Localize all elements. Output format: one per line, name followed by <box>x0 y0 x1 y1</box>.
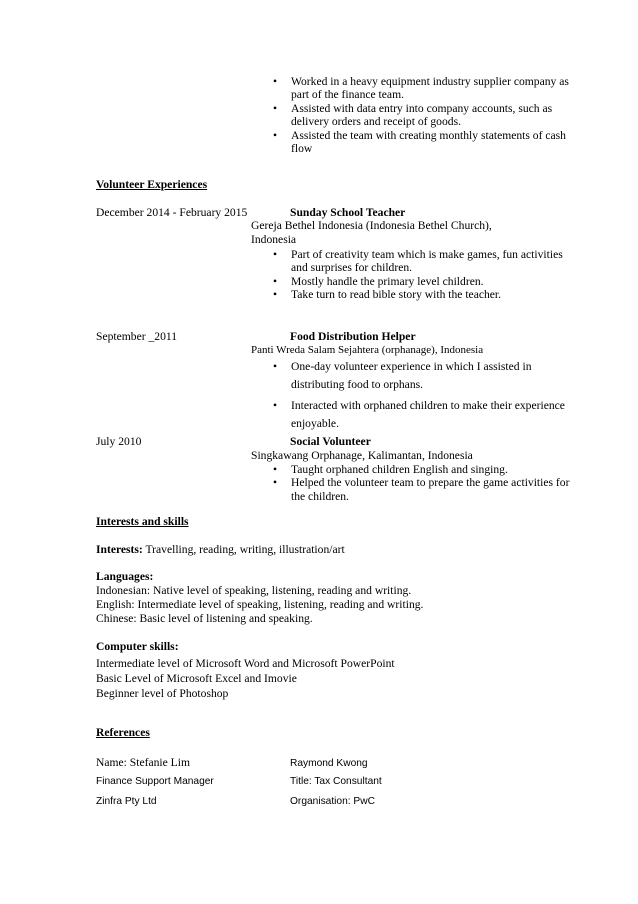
references-heading: References <box>96 726 150 739</box>
list-item: • Part of creativity team which is make games, fun activities and surprises for children. <box>270 248 570 275</box>
list-item: • Assisted the team with creating monthly statements of cash flow <box>270 129 570 156</box>
interests-value: Travelling, reading, writing, illustration/art <box>142 543 345 556</box>
entry-role: Social Volunteer <box>290 435 371 448</box>
entry-role: Food Distribution Helper <box>290 330 416 343</box>
list-item: • One-day volunteer experience in which I assisted in distributing food to orphans. <box>270 358 570 394</box>
list-item: • Taught orphaned children English and singing. <box>270 463 570 476</box>
computer-skills-label: Computer skills: <box>96 640 179 653</box>
list-item: • Assisted with data entry into company accounts, such as delivery orders and receipt of goods. <box>270 102 570 129</box>
computer-skill: Basic Level of Microsoft Excel and Imovie <box>96 672 297 685</box>
entry-organisation: Panti Wreda Salam Sejahtera (orphanage), Indonesia <box>251 344 484 356</box>
languages-label: Languages: <box>96 570 154 583</box>
interests-line <box>96 543 345 556</box>
entry-bullets <box>270 463 570 503</box>
reference-1-organisation: Zinfra Pty Ltd <box>96 796 157 807</box>
work-bullets <box>270 75 570 155</box>
entry-bullets <box>270 248 570 302</box>
language-english: English: Intermediate level of speaking, listening, reading and writing. <box>96 598 424 611</box>
reference-2-organisation: Organisation: PwC <box>290 796 375 807</box>
computer-skill: Beginner level of Photoshop <box>96 687 229 700</box>
language-indonesian: Indonesian: Native level of speaking, listening, reading and writing. <box>96 584 412 597</box>
reference-2-title: Title: Tax Consultant <box>290 776 382 787</box>
interests-heading: Interests and skills <box>96 515 189 528</box>
entry-organisation-country: Indonesia <box>251 233 297 246</box>
reference-1-name: Name: Stefanie Lim <box>96 756 191 769</box>
list-item: • Helped the volunteer team to prepare the game activities for the children. <box>270 476 570 503</box>
entry-bullets <box>270 358 570 433</box>
entry-organisation: Singkawang Orphanage, Kalimantan, Indonesia <box>251 449 473 462</box>
entry-date: September _2011 <box>96 330 178 343</box>
computer-skill: Intermediate level of Microsoft Word and Microsoft PowerPoint <box>96 657 395 670</box>
list-item: • Mostly handle the primary level children. <box>270 275 570 288</box>
entry-date: July 2010 <box>96 435 142 448</box>
interests-label: Interests: <box>96 543 143 556</box>
entry-role: Sunday School Teacher <box>290 206 406 219</box>
entry-date: December 2014 - February 2015 <box>96 206 248 219</box>
reference-2-name: Raymond Kwong <box>290 758 368 769</box>
language-chinese: Chinese: Basic level of listening and speaking. <box>96 612 313 625</box>
list-item: • Take turn to read bible story with the teacher. <box>270 288 570 301</box>
entry-organisation: Gereja Bethel Indonesia (Indonesia Bethel Church), <box>251 219 492 232</box>
volunteer-heading: Volunteer Experiences <box>96 178 208 191</box>
list-item: • Worked in a heavy equipment industry supplier company as part of the finance team. <box>270 75 570 102</box>
list-item: • Interacted with orphaned children to make their experience enjoyable. <box>270 397 570 433</box>
reference-1-title: Finance Support Manager <box>96 776 214 787</box>
